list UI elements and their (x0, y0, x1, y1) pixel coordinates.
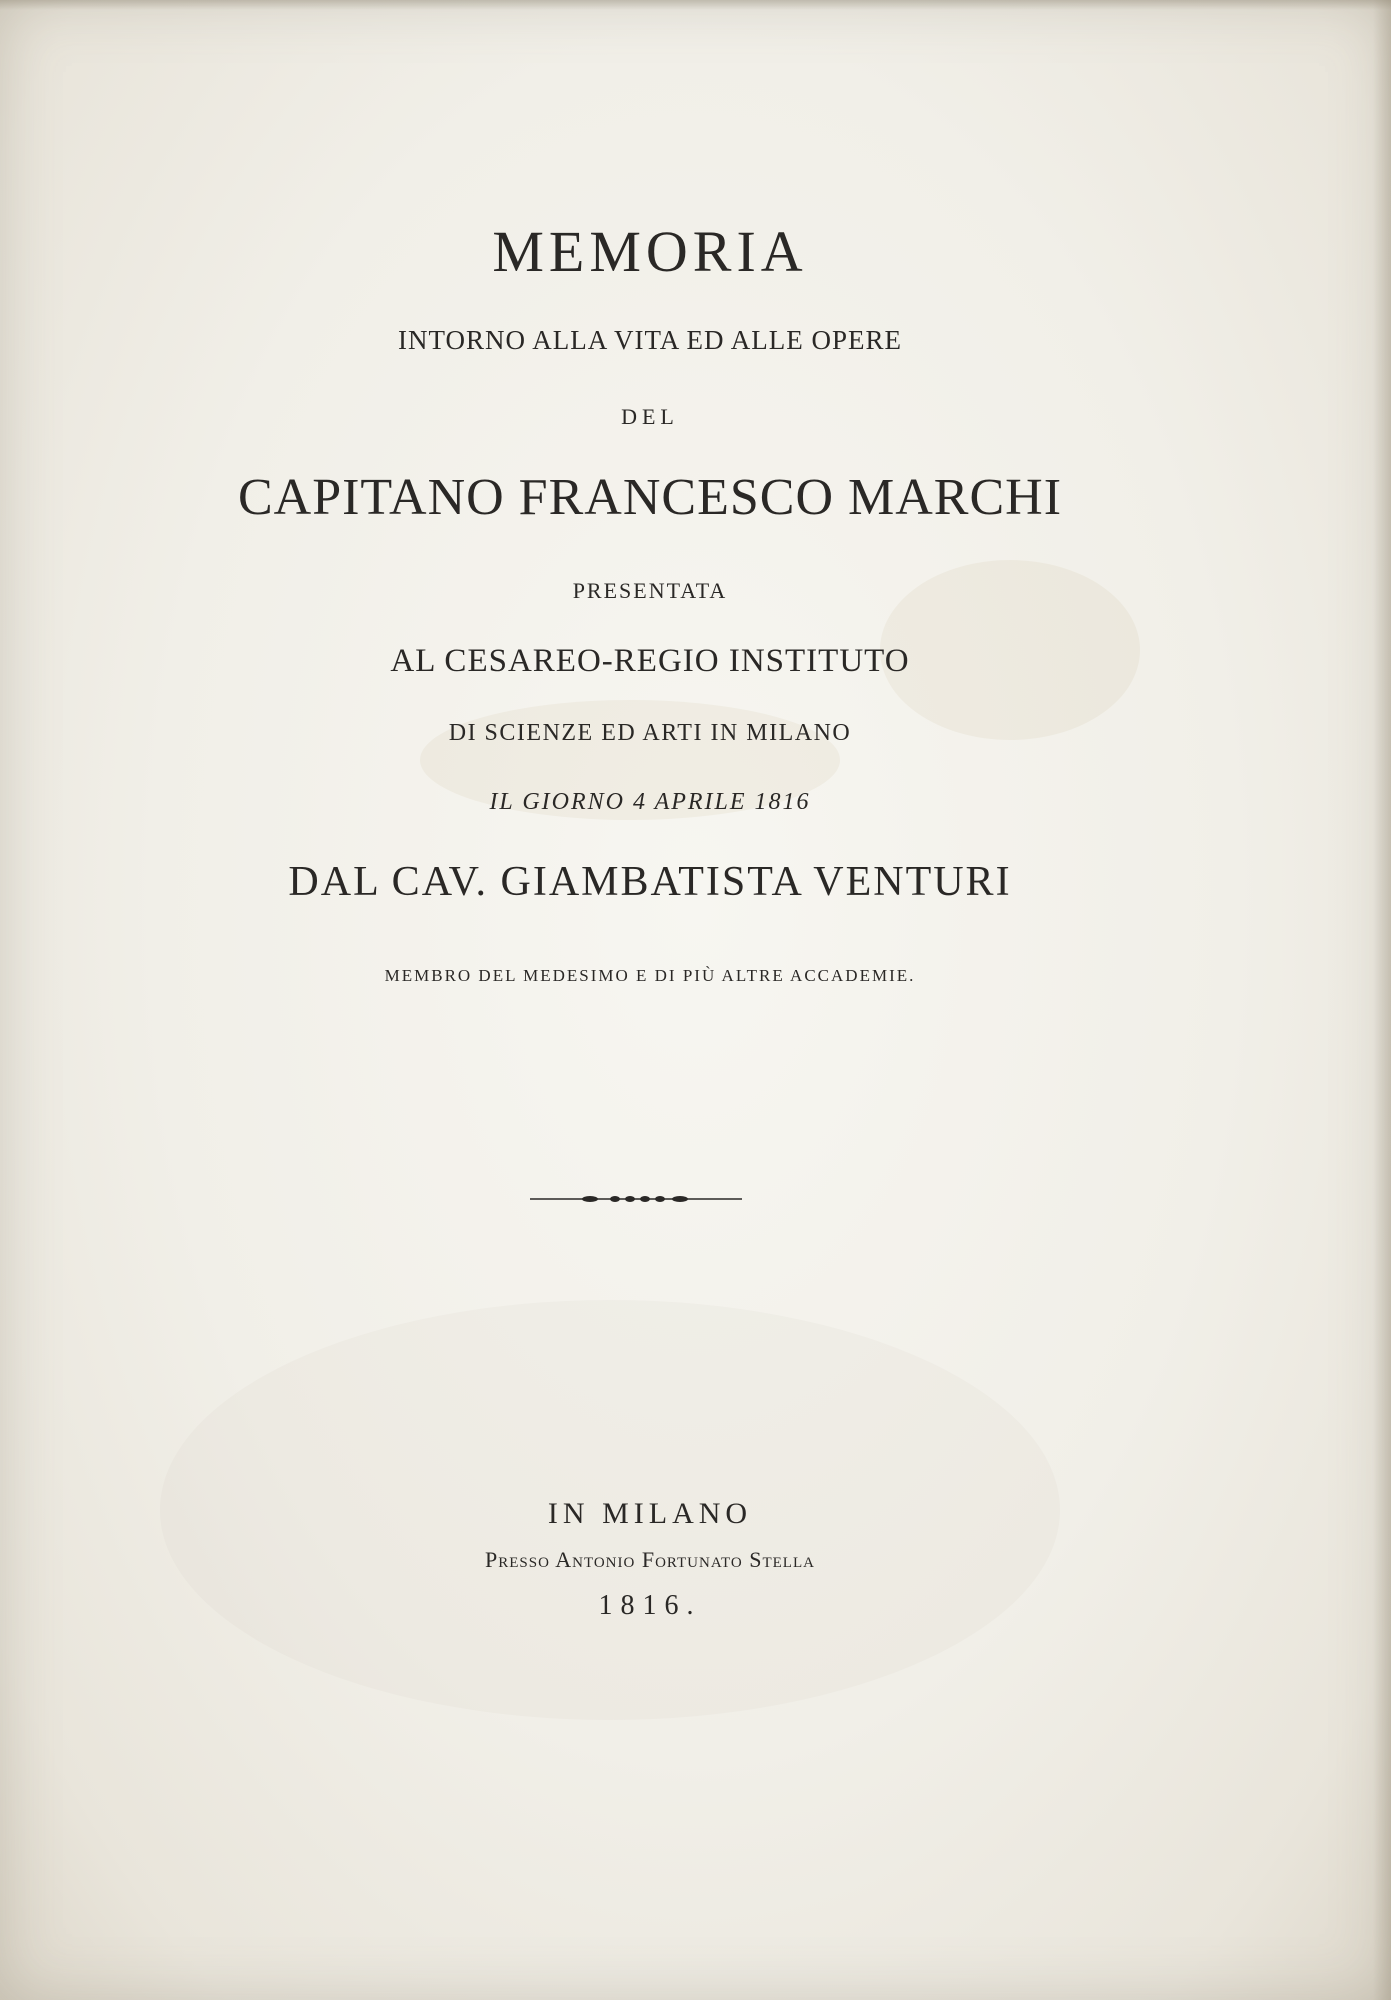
connector-text: DEL (621, 404, 679, 429)
imprint-year: 1816. (598, 1590, 702, 1621)
presented-text: PRESENTATA (572, 578, 728, 603)
presentation-date: IL GIORNO 4 APRILE 1816 (489, 789, 811, 815)
page-top-edge (0, 0, 1391, 10)
presenter-name: DAL CAV. GIAMBATISTA VENTURI (288, 859, 1012, 905)
imprint-city: IN MILANO (547, 1497, 753, 1530)
ornamental-rule (530, 1192, 742, 1206)
institute-detail: DI SCIENZE ED ARTI IN MILANO (448, 720, 852, 746)
subject-name: CAPITANO FRANCESCO MARCHI (237, 469, 1063, 526)
document-title: MEMORIA (492, 219, 808, 284)
imprint-publisher: Presso Antonio Fortunato Stella (485, 1547, 815, 1572)
page-right-edge (1373, 0, 1391, 2000)
institute-name: AL CESAREO-REGIO INSTITUTO (390, 643, 910, 679)
document-subtitle: INTORNO ALLA VITA ED ALLE OPERE (397, 325, 903, 355)
presenter-detail: MEMBRO DEL MEDESIMO E DI PIÙ ALTRE ACCADEMIE. (384, 966, 916, 985)
